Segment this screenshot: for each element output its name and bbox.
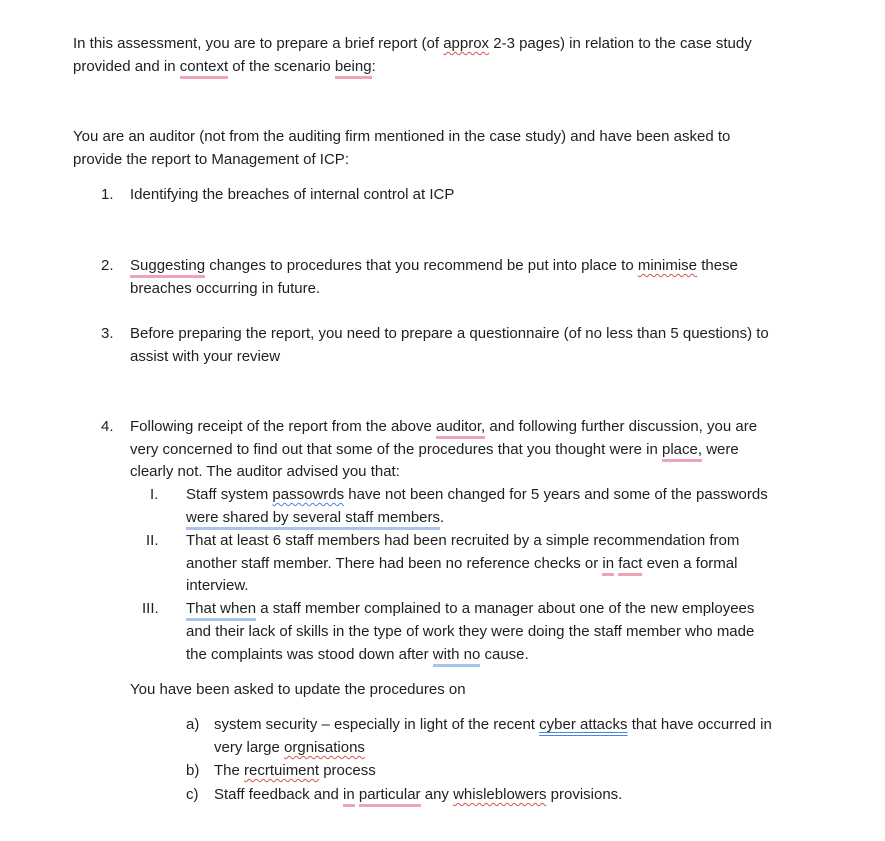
text-run: that have occurred in <box>627 716 772 733</box>
list-number: 4. <box>101 418 114 435</box>
sublist-item-3-line-2: and their lack of skills in the type of work they were doing the staff member who made <box>186 623 755 640</box>
text-run: provisions. <box>546 786 623 803</box>
sublist-item-1-line-2 <box>186 508 444 528</box>
update-list-letter: b) <box>186 762 200 779</box>
text-run: 2-3 pages) in relation to the case study <box>489 35 752 52</box>
intro-line-1 <box>73 34 752 54</box>
list-item-3-line-1: Before preparing the report, you need to prepare a questionnaire (of no less than 5 questions) to <box>130 325 769 342</box>
grammar-flagged-phrase[interactable]: That when <box>186 600 256 621</box>
list-item-4-line-1 <box>130 417 757 437</box>
grammar-flagged-phrase[interactable]: with no <box>433 646 481 667</box>
update-item-a-line-2 <box>214 738 365 758</box>
text-run: any <box>420 786 454 803</box>
spelling-flagged-word[interactable]: orgnisations <box>284 739 365 756</box>
grammar-flagged-word[interactable]: Suggesting <box>130 257 205 278</box>
update-list-letter: a) <box>186 716 200 733</box>
sublist-item-2-line-3: interview. <box>186 577 249 594</box>
sublist-number: I. <box>150 486 159 503</box>
role-line-1: You are an auditor (not from the auditing firm mentioned in the case study) and have been asked to <box>73 128 731 145</box>
text-run: very concerned to find out that some of the procedures that you thought were in <box>130 441 662 458</box>
role-line-2: provide the report to Management of ICP: <box>73 151 349 168</box>
list-item-4-line-2 <box>130 440 739 460</box>
list-number: 3. <box>101 325 114 342</box>
grammar-flagged-word[interactable]: auditor, <box>436 418 485 439</box>
text-run: changes to procedures that you recommend be put into place to <box>205 257 638 274</box>
update-intro: You have been asked to update the procedures on <box>130 681 466 698</box>
spelling-flagged-word[interactable]: recrtuiment <box>244 762 320 779</box>
sublist-number: II. <box>146 532 159 549</box>
grammar-flagged-phrase[interactable]: were shared by several staff members <box>186 509 440 530</box>
sublist-number: III. <box>142 600 159 617</box>
text-run: have not been changed for 5 years and some of the passwords <box>344 486 768 503</box>
grammar-flagged-word[interactable]: context <box>180 58 228 79</box>
text-run: were <box>702 441 739 458</box>
intro-line-2 <box>73 57 376 77</box>
text-run: . <box>440 509 445 526</box>
spelling-flagged-word[interactable]: passowrds <box>272 486 345 503</box>
list-item-4-line-3: clearly not. The auditor advised you that: <box>130 463 400 480</box>
text-run: The <box>214 762 245 779</box>
list-item-3-line-2: assist with your review <box>130 348 281 365</box>
spelling-flagged-word[interactable]: minimise <box>637 257 698 274</box>
spelling-flagged-word[interactable]: whisleblowers <box>453 786 547 803</box>
text-run: system security – especially in light of the recent <box>214 716 540 733</box>
grammar-flagged-word[interactable]: in <box>602 555 614 576</box>
list-number: 2. <box>101 257 114 274</box>
grammar-flagged-phrase[interactable]: cyber attacks <box>539 716 628 733</box>
text-run: Following receipt of the report from the above <box>130 418 436 435</box>
list-number: 1. <box>101 186 114 203</box>
text-run: the complaints was stood down after <box>186 646 433 663</box>
text-run: provided and in <box>73 58 180 75</box>
text-run: Staff feedback and <box>214 786 343 803</box>
text-run: In this assessment, you are to prepare a brief report (of <box>73 35 444 52</box>
grammar-flagged-word[interactable]: particular <box>359 786 421 807</box>
text-run: very large <box>214 739 285 756</box>
sublist-item-1-line-1 <box>186 485 768 505</box>
grammar-flagged-word[interactable]: in <box>343 786 355 807</box>
sublist-item-3-line-1 <box>186 599 754 619</box>
spelling-flagged-word[interactable]: approx <box>443 35 490 52</box>
list-item-1-line-1: Identifying the breaches of internal control at ICP <box>130 186 455 203</box>
text-run: a staff member complained to a manager about one of the new employees <box>256 600 755 617</box>
text-run: another staff member. There had been no reference checks or <box>186 555 603 572</box>
update-item-c-line-1 <box>214 785 622 805</box>
text-run: even a formal <box>642 555 738 572</box>
update-item-a-line-1 <box>214 715 772 735</box>
update-list-letter: c) <box>186 786 199 803</box>
grammar-flagged-word[interactable]: place, <box>662 441 702 462</box>
text-run: cause. <box>480 646 529 663</box>
text-run: : <box>371 58 376 75</box>
text-run: of the scenario <box>228 58 335 75</box>
list-item-2-line-2: breaches occurring in future. <box>130 280 321 297</box>
text-run: these <box>697 257 738 274</box>
text-run: Staff system <box>186 486 273 503</box>
text-run: process <box>319 762 376 779</box>
sublist-item-3-line-3 <box>186 645 529 665</box>
sublist-item-2-line-1: That at least 6 staff members had been recruited by a simple recommendation from <box>186 532 740 549</box>
sublist-item-2-line-2 <box>186 554 737 574</box>
list-item-2-line-1 <box>130 256 738 276</box>
update-item-b-line-1 <box>214 761 376 781</box>
grammar-flagged-word[interactable]: fact <box>618 555 642 576</box>
grammar-flagged-word[interactable]: being <box>335 58 372 79</box>
text-run: and following further discussion, you are <box>485 418 758 435</box>
